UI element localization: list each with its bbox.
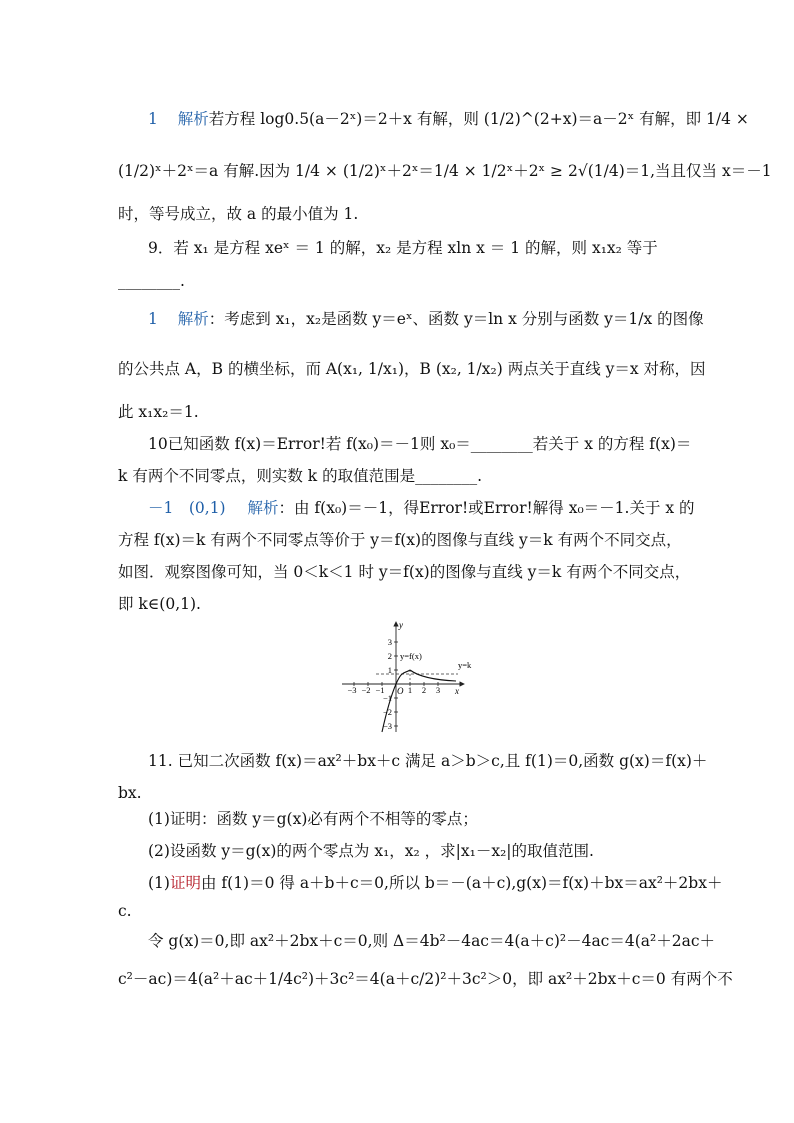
p8-solution-line2: (1/2)ˣ＋2ˣ＝a 有解.因为 1/4 × (1/2)ˣ＋2ˣ＝1/4 × 1/2ˣ＋2ˣ ≥ 2√(1/4)＝1,当且仅当 x＝－1 (118, 162, 772, 180)
p10-solution-label: 解析 (247, 499, 279, 517)
p11-solution-line4: c²－ac)＝4(a²＋ac＋1/4c²)＋3c²＝4(a＋c/2)²＋3c²＞0，即 ax²＋2bx＋c＝0 有两个不 (118, 970, 733, 988)
p9-solution-line3: 此 x₁x₂＝1. (118, 403, 199, 421)
y-tick-3: 3 (387, 637, 392, 647)
x-tick-neg3: −3 (347, 685, 357, 695)
p11-part2: (2)设函数 y＝g(x)的两个零点为 x₁，x₂ ，求|x₁－x₂|的取值范围. (148, 842, 594, 860)
p11-solution-label: 证明 (169, 874, 201, 892)
p10-answer: －1 (0,1) (148, 499, 226, 517)
p11-solution-text1: 由 f(1)＝0 得 a＋b＋c＝0,所以 b＝－(a＋c),g(x)＝f(x)＋bx＝ax²＋2bx＋ (200, 874, 723, 892)
p8-solution-line1 (148, 108, 749, 130)
p9-question-line2: ________. (118, 272, 185, 290)
y-tick-2: 2 (387, 651, 392, 661)
y-axis-label: y (399, 620, 403, 630)
p10-solution-line3: 如图．观察图像可知，当 0＜k＜1 时 y＝f(x)的图像与直线 y＝k 有两个不同交点， (118, 563, 691, 581)
p10-question-line2: k 有两个不同零点，则实数 k 的取值范围是________. (118, 467, 482, 485)
p10-question-line1: 10已知函数 f(x)＝Error!若 f(x₀)＝－1则 x₀＝________若关于 x 的方程 f(x)＝ (148, 435, 692, 453)
x-tick-3: 3 (435, 685, 441, 695)
p11-solution-prefix: (1) (148, 874, 170, 892)
y-tick-1: 1 (387, 665, 392, 675)
p9-solution-line1 (148, 308, 704, 330)
p8-solution-text1: 若方程 log0.5(a－2ˣ)＝2＋x 有解，则 (1/2)^(2+x)＝a－2ˣ 有解，即 1/4 × (208, 110, 749, 128)
curve-right-branch (410, 670, 456, 681)
y-tick-neg1: −1 (382, 693, 392, 703)
p9-solution-text1: ：考虑到 x₁，x₂是函数 y＝eˣ、函数 y＝ln x 分别与函数 y＝1/x 的图像 (208, 310, 704, 328)
curve-label: y=f(x) (400, 651, 422, 661)
line-k-label: y=k (458, 660, 472, 670)
p9-question-line1: 9．若 x₁ 是方程 xeˣ ＝ 1 的解，x₂ 是方程 xln x ＝ 1 的解，则 x₁x₂ 等于 (148, 239, 658, 257)
p10-solution-line1 (148, 497, 695, 519)
x-tick-1: 1 (407, 685, 413, 695)
x-tick-2: 2 (421, 685, 427, 695)
p11-solution-line2: c. (118, 902, 132, 920)
p11-question-line2: bx. (118, 784, 142, 802)
x-axis-label: x (455, 686, 459, 696)
p9-solution-line2: 的公共点 A，B 的横坐标，而 A(x₁, 1/x₁)，B (x₂, 1/x₂) 两点关于直线 y＝x 对称，因 (118, 360, 706, 378)
p8-solution-label: 解析 (177, 110, 209, 128)
p10-solution-line4: 即 k∈(0,1). (118, 595, 201, 613)
x-tick-neg1: −1 (375, 685, 385, 695)
y-tick-neg3: −3 (382, 721, 392, 731)
p11-part1: (1)证明：函数 y＝g(x)必有两个不相等的零点； (148, 810, 478, 828)
p9-answer: 1 (148, 310, 158, 328)
p11-solution-line3: 令 g(x)＝0,即 ax²＋2bx＋c＝0,则 Δ＝4b²－4ac＝4(a＋c)²－4ac＝4(a²＋2ac＋ (148, 932, 716, 950)
x-tick-neg2: −2 (361, 685, 371, 695)
p11-solution-line1 (148, 872, 723, 894)
p10-solution-text1: ：由 f(x₀)＝－1，得Error!或Error!解得 x₀＝－1.关于 x 的 (278, 499, 695, 517)
p8-answer: 1 (148, 110, 158, 128)
p8-solution-line3: 时，等号成立，故 a 的最小值为 1. (118, 205, 359, 223)
p10-solution-line2: 方程 f(x)＝k 有两个不同零点等价于 y＝f(x)的图像与直线 y＝k 有两个不同交点， (118, 531, 682, 549)
p11-question-line1: 11. 已知二次函数 f(x)＝ax²＋bx＋c 满足 a＞b＞c,且 f(1)＝0,函数 g(x)＝f(x)＋ (148, 752, 708, 770)
origin-label: O (397, 686, 404, 696)
p9-solution-label: 解析 (177, 310, 209, 328)
y-tick-neg2: −2 (382, 707, 392, 717)
function-graph-figure (338, 618, 488, 736)
